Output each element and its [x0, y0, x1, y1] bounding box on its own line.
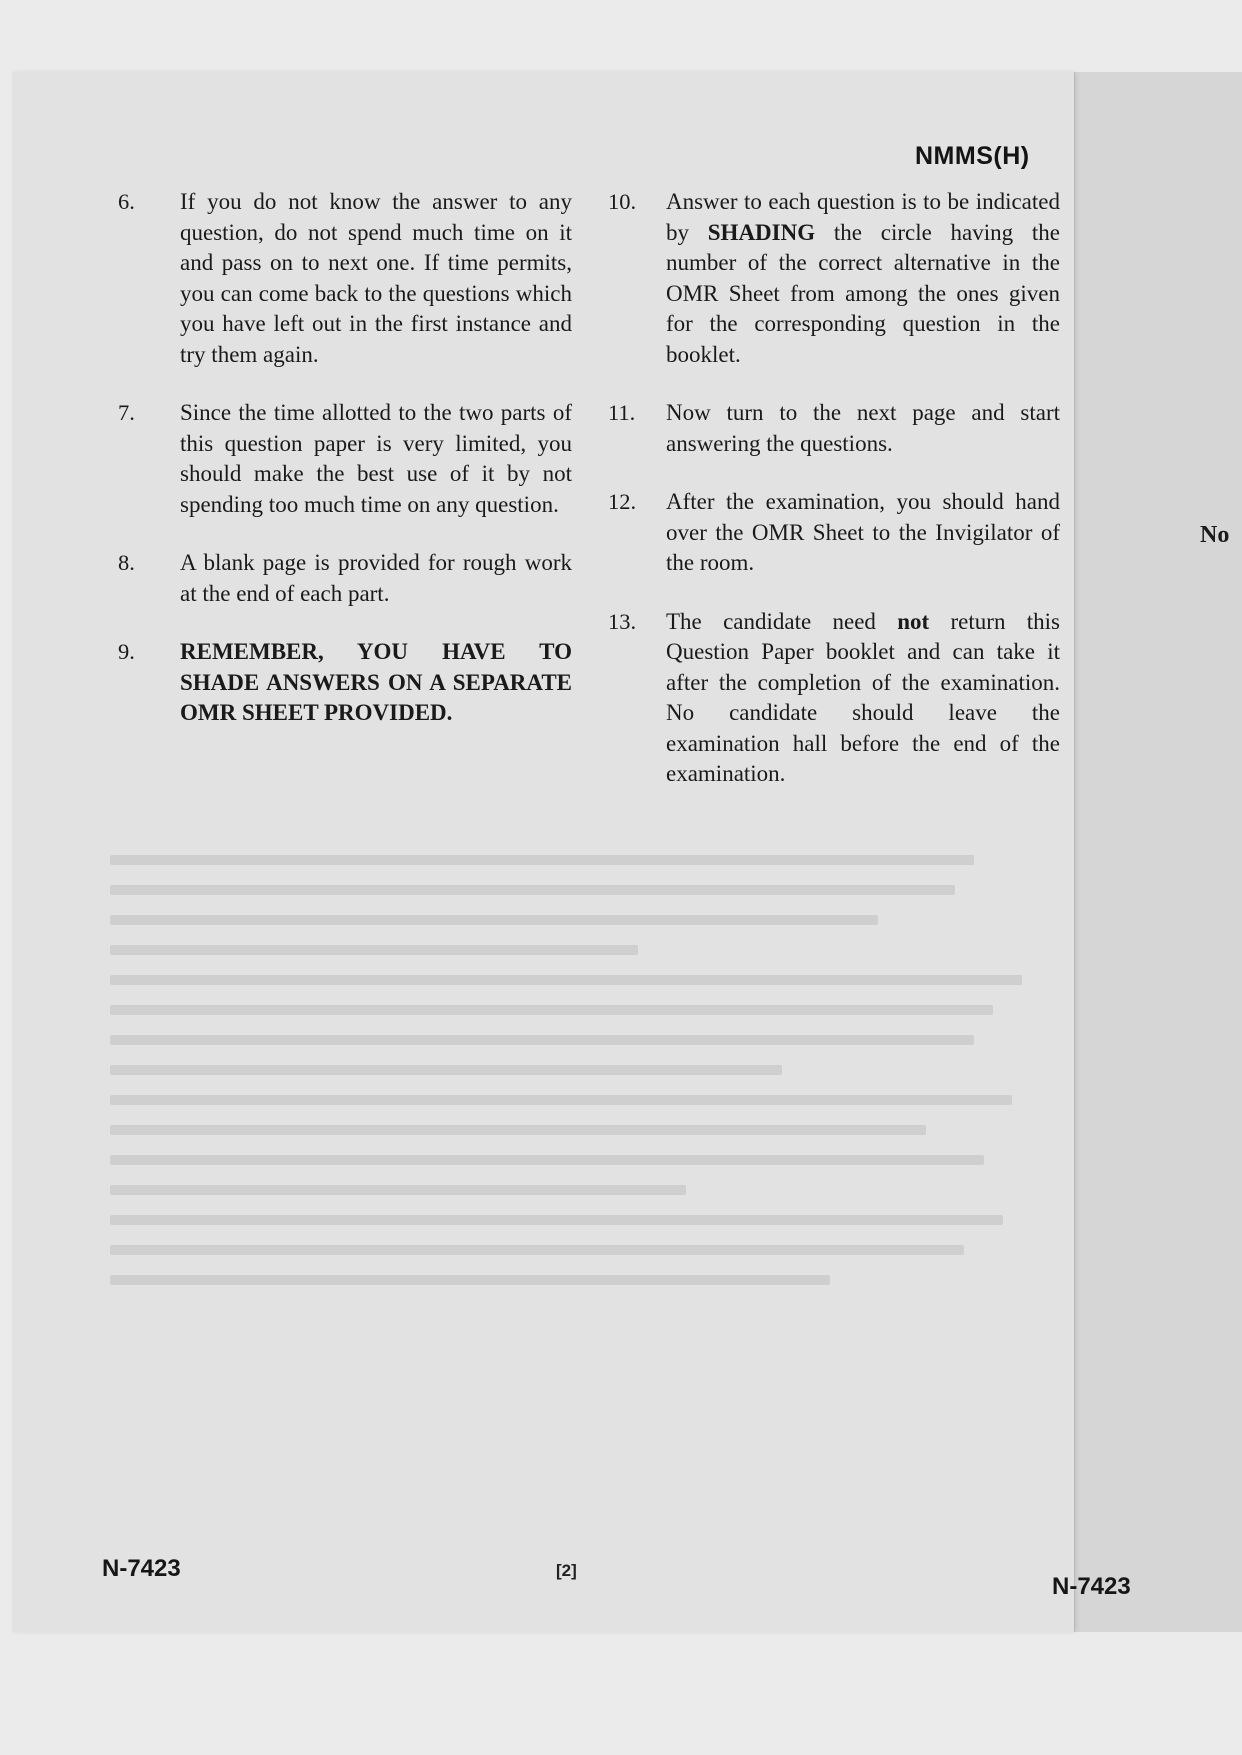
adjacent-page-text-fragment: No	[1200, 522, 1230, 548]
item-number: 7.	[118, 400, 135, 425]
item-text	[666, 607, 1060, 790]
item-number: 13.	[608, 608, 637, 634]
instructions-right-column	[600, 187, 1060, 818]
instruction-item-13	[600, 607, 1060, 790]
page-number: [2]	[556, 1561, 577, 1580]
item-text: If you do not know the answer to any question, do not spend much time on it and pass on to next one. If time permits, you can come back to the questions which you have left out in the first instance and try them again.	[180, 189, 572, 367]
item-number: 11.	[608, 400, 636, 425]
item-text-part: return this Question Paper booklet and can take it after the completion of the examination. No candidate should leave the examination hall before the end of the examination.	[666, 608, 1060, 786]
instruction-item-6	[108, 187, 572, 370]
item-text-part: the circle having the number of the correct alternative in the OMR Sheet from among the ones given for the corresponding question in the booklet.	[666, 219, 1060, 367]
instructions-left-column	[108, 187, 572, 757]
item-text-bold: SHADING	[707, 219, 816, 245]
item-number: 10.	[608, 189, 637, 214]
item-number: 8.	[118, 550, 135, 575]
instruction-item-8	[108, 548, 572, 609]
item-text: After the examination, you should hand over the OMR Sheet to the Invigilator of the room.	[666, 489, 1060, 575]
instruction-item-12	[600, 487, 1060, 579]
item-text	[666, 187, 1060, 370]
adjacent-page-edge	[1074, 72, 1242, 1632]
footer-code-left: N-7423	[102, 1555, 181, 1582]
item-text: A blank page is provided for rough work at the end of each part.	[180, 550, 572, 606]
instruction-item-10	[600, 187, 1060, 370]
instruction-item-9	[108, 637, 572, 729]
item-text-part: Answer to each question is to be indicated by	[666, 189, 1060, 245]
item-text: Since the time allotted to the two parts of this question paper is very limited, you should make the best use of it by not spending too much time on any question.	[180, 400, 572, 517]
instruction-item-11	[600, 398, 1060, 459]
item-number: 9.	[118, 639, 135, 664]
instruction-item-7	[108, 398, 572, 520]
item-text-emphasis: REMEMBER, YOU HAVE TO SHADE ANSWERS ON A SEPARATE OMR SHEET PROVIDED.	[180, 639, 572, 725]
item-text: Now turn to the next page and start answering the questions.	[666, 400, 1060, 456]
footer-code-right: N-7423	[1052, 1573, 1131, 1600]
item-number: 6.	[118, 189, 135, 214]
item-text-part: The candidate need	[666, 608, 898, 634]
page-header-code: NMMS(H)	[915, 142, 1030, 170]
item-number: 12.	[608, 489, 637, 514]
item-text-bold: not	[897, 608, 930, 634]
